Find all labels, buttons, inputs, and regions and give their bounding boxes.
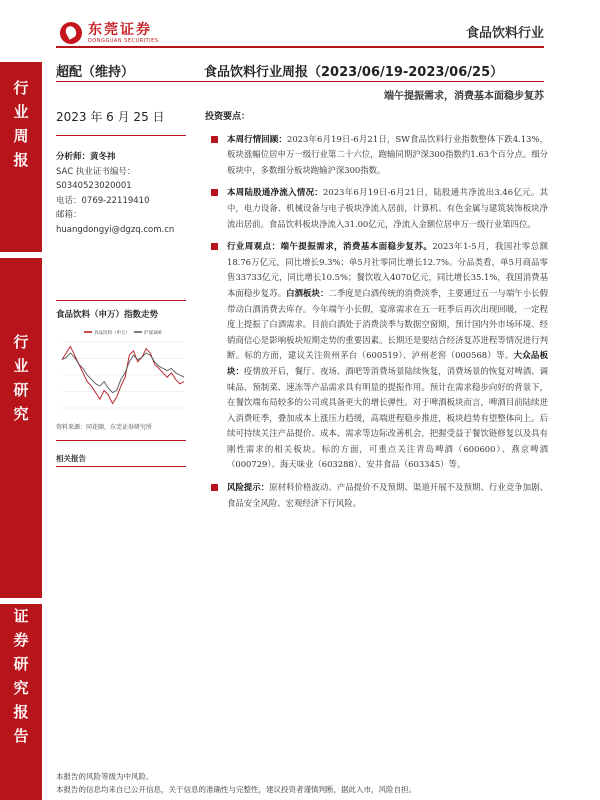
cert-label: SAC 执业证书编号： — [56, 166, 136, 177]
para-risk: 风险提示：原材料价格波动、产品提价不及预期、渠道开展不及预期、行业竞争加剧、食品安全风险、宏观经济下行风险。 — [205, 480, 548, 511]
related-reports: 相关报告 — [56, 454, 86, 463]
logo-name: 东莞证券 — [88, 21, 152, 38]
para-northbound-flow: 本周陆股通净流入情况：2023年6月19日-6月21日，陆股通共净流出3.46亿元。其中，电力设备、机械设备与电子板块净流入居前，计算机、有色金属与建筑装饰板块净流出居前。食品饮料板块净流入31.00亿元，净流入金额位居申万一级行业第四位。 — [205, 185, 548, 232]
chart-source: 资料来源：同花顺，东莞证券研究所 — [56, 424, 153, 431]
left-divider — [56, 300, 186, 301]
chart-series-line-1 — [62, 353, 184, 393]
para-market-review: 本周行情回顾：2023年6月19日-6月21日，SW食品饮料行业指数整体下跌4.13%，板块涨幅位居申万一级行业第二十六位，跑输同期沪深300指数约1.63个百分点。细分板块中，多数细分板块跑输沪深300指数。 — [205, 132, 548, 179]
footer-disclaimer — [56, 770, 556, 796]
chart-legend-label: 沪深300 — [144, 331, 162, 336]
report-subtitle: 端午提振需求，消费基本面稳步复苏 — [384, 91, 544, 102]
report-title: 食品饮料行业周报（2023/06/19-2023/06/25） — [204, 65, 504, 80]
square-bullet-icon — [211, 484, 218, 491]
left-divider — [56, 466, 186, 467]
header-industry: 食品饮料行业 — [465, 26, 544, 41]
analyst-name: 黄冬祎 — [90, 152, 116, 162]
index-chart-svg — [56, 326, 188, 418]
report-date: 2023 年 6 月 25 日 — [56, 110, 165, 124]
left-divider — [56, 135, 186, 136]
company-logo — [60, 22, 158, 44]
chart-title: 食品饮料（申万）指数走势 — [56, 310, 159, 320]
main-content — [205, 110, 548, 518]
key-points-heading: 投资要点： — [205, 112, 251, 122]
left-divider — [56, 440, 186, 441]
chart-legend-label: 食品饮料（申万） — [94, 331, 130, 336]
risk-level-note: 本报告的风险等级为中风险。 — [56, 772, 154, 781]
index-chart — [56, 326, 188, 418]
cert-number: S0340523020001 — [56, 181, 132, 191]
sidebar-label-weekly-report: 行 业 周 报 — [0, 62, 42, 252]
square-bullet-icon — [211, 189, 218, 196]
sidebar-label-securities-report: 证 券 研 究 报 告 — [0, 604, 42, 800]
header-divider — [56, 46, 544, 48]
logo-mark-icon — [60, 22, 82, 44]
sidebar-label-industry-research: 行 业 研 究 — [0, 258, 42, 598]
rating: 超配（维持） — [56, 65, 135, 80]
analyst-email: huangdongyi@dgzq.com.cn — [56, 224, 175, 235]
square-bullet-icon — [211, 136, 218, 143]
para-weekly-view: 行业周观点：端午提振需求，消费基本面稳步复苏。2023年1-5月，我国社零总额18.76万亿元，同比增长9.3%；单5月社零同比增长12.7%。分品类看，单5月商品零售33733亿元，同比增长10.5%；餐饮收入4070亿元，同比增长35.1%，我国消费基本面稳步复苏。白酒板块：二季度是白酒传统的消费淡季，主要通过五一与端午小长假带动白酒消费去库存。今年端午小长假，宴席需求在五一旺季后再次出现回暖，一定程度上提振了白酒需求。目前白酒处于消费淡季与数据空窗期，预计国内外市场环境、经销商信心是影响板块短期走势的重要因素。长期还是要结合经济复苏进程等情况进行判断。标的方面，建议关注贵州茅台（600519）、泸州老窖（000568）等。大众品板块：疫情放开后，餐厅、夜场、酒吧等消费场景陆续恢复，消费场景的恢复对啤酒、调味品、预制菜、速冻等产品需求具有明显的提振作用。预计在需求稳步向好的背景下，在餐饮端布局较多的公司或具备更大的增长弹性。对于啤酒板块而言，啤酒目前陆续进入消费旺季，叠加成本上涨压力趋缓，高端进程稳步推进，板块趋势有望整体向上。后续可持续关注产品提价、成本、需求等边际改善机会，把握受益于餐饮链修复以及具有刚性需求的相关板块。标的方面，可重点关注青岛啤酒（600600）、燕京啤酒（000729）、海天味业（603288）、安井食品（603345）等。 — [205, 239, 548, 473]
title-divider — [56, 81, 544, 82]
analyst-phone: 0769-22119410 — [81, 195, 150, 206]
info-source-note: 本报告的信息均来自已公开信息，关于信息的准确性与完整性，建议投资者谨慎判断，据此入市，风险自担。 — [56, 785, 416, 794]
square-bullet-icon — [211, 243, 218, 250]
logo-english-name: DONGGUAN SECURITIES — [88, 37, 159, 44]
analyst-info: 分析师：黄冬祎 SAC 执业证书编号： S0340523020001 电话：0769-22119410 邮箱： huangdongyi@dgzq.com.cn — [56, 150, 196, 237]
